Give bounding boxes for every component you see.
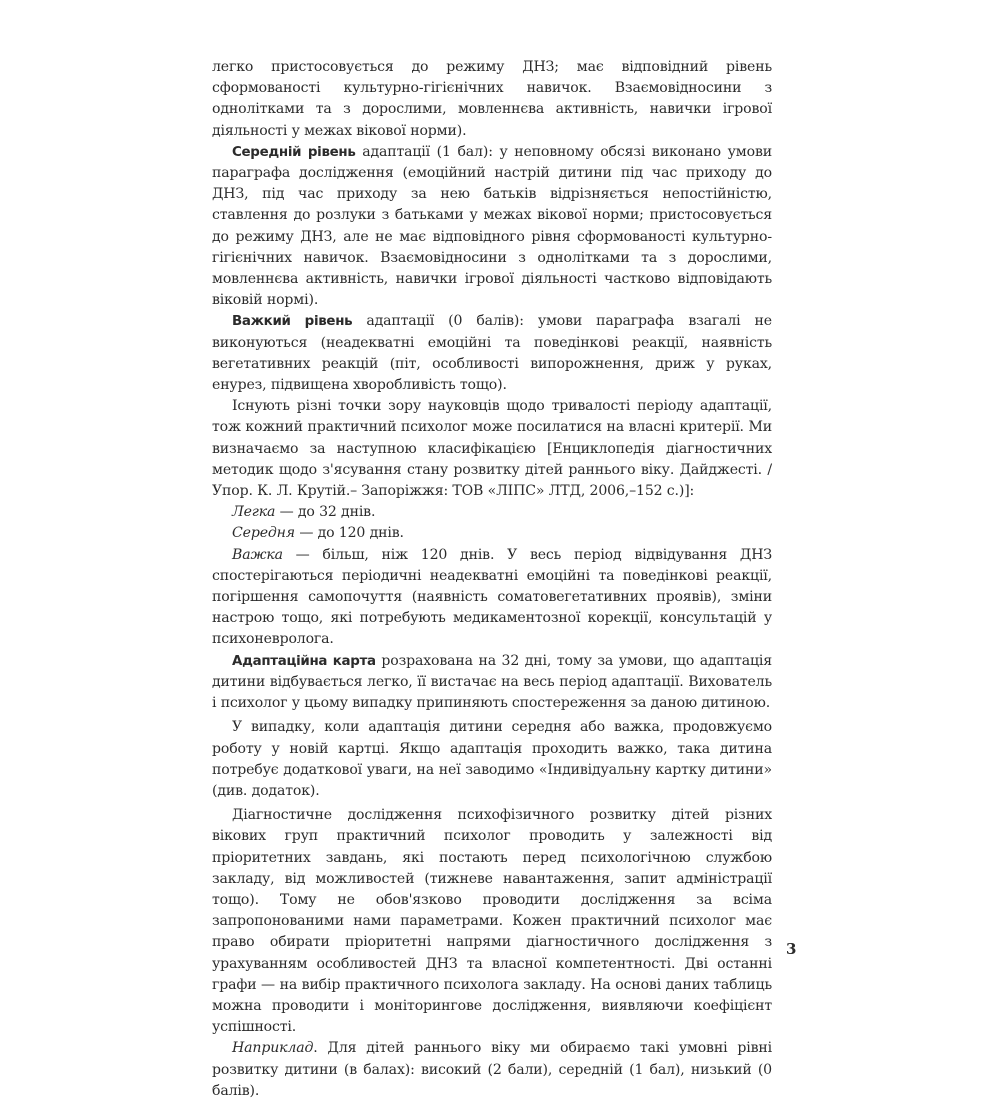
paragraph-text: розрахована на 32 дні, тому за умови, що адаптація дитини відбувається легко, її вистачає на весь період адаптації. Вихователь і психолог у цьому випадку припиняють спостереження за даною дитиною. [212, 652, 772, 712]
paragraph-text: — до 32 днів. [275, 504, 376, 521]
paragraph [212, 311, 772, 396]
paragraph [212, 1038, 772, 1102]
paragraph-text: . Для дітей раннього віку ми обираємо такі умовні рівні розвитку дитини (в балах): високий (2 бали), середній (1 бал), низький (0 балів). [212, 1040, 772, 1099]
paragraph [212, 523, 772, 544]
paragraph [212, 651, 772, 715]
bold-term: Важкий рівень [232, 314, 353, 330]
paragraph-text: адаптації (1 бал): у неповному обсязі виконано умови параграфа дослідження (емоційний настрій дитини під час приходу до ДНЗ, під час приходу за нею батьків відрізняється непостійністю, ставлення до розлуки з батьками у межах вікової норми; пристосовується до режиму ДНЗ, але не має відповідного рівня сформованості культурно-гігієнічних навичок. Взаємовідносини з однолітками та з дорослими, мовленнєва активність, навички ігрової діяльності частково відповідають віковій нормі). [212, 143, 772, 309]
bold-term: Середній рівень [232, 144, 356, 160]
italic-term: Важка [232, 546, 283, 563]
paragraph [212, 57, 772, 142]
bold-term: Адаптаційна карта [232, 653, 376, 669]
page-number: 3 [786, 940, 797, 958]
body-text [212, 57, 772, 1102]
italic-term: Легка [232, 504, 276, 521]
paragraph-text: Існують різні точки зору науковців щодо тривалості періоду адаптації, тож кожний практичний психолог може посилатися на власні критерії. Ми визначаємо за наступною класифікацією [Енциклопедія діагностичних методик щодо з'ясування стану розвитку дітей раннього віку. Дайджесті. / Упор. К. Л. Крутій.– Запоріжжя: ТОВ «ЛІПС» ЛТД, 2006,–152 с.)]: [212, 398, 772, 500]
paragraph [212, 502, 772, 523]
italic-term: Наприклад [232, 1040, 314, 1057]
paragraph [212, 545, 772, 651]
paragraph [212, 142, 772, 312]
paragraph-text: легко пристосовується до режиму ДНЗ; має відповідний рівень сформованості культурно-гігієнічних навичок. Взаємовідносини з однолітками та з дорослими, мовленнєва активність, навички ігрової діяльності у межах вікової норми). [212, 59, 772, 139]
paragraph-text: — до 120 днів. [295, 525, 404, 542]
paragraph [212, 805, 772, 1038]
paragraph-text: адаптації (0 балів): умови параграфа взагалі не виконуються (неадекватні емоційні та поведінкові реакції, наявність вегетативних реакцій (піт, особливості випорожнення, дриж у руках, енурез, підвищена хворобливість тощо). [212, 313, 772, 394]
paragraph-text: У випадку, коли адаптація дитини середня або важка, продовжуємо роботу у новій картці. Якщо адаптація проходить важко, така дитина потребує додаткової уваги, на неї заводимо «Індивідуальну картку дитини» (див. додаток). [212, 719, 772, 799]
paragraph-text: — більш, ніж 120 днів. У весь період відвідування ДНЗ спостерігаються періодичні неадекватні емоційні та поведінкові реакції, погіршення самопочуття (наявність соматовегетативних проявів), зміни настрою тощо, які потребують медикаментозної корекції, консультацій у психоневролога. [212, 546, 772, 648]
paragraph [212, 717, 772, 802]
paragraph [212, 396, 772, 502]
italic-term: Середня [232, 525, 295, 542]
paragraph-text: Діагностичне дослідження психофізичного розвитку дітей різних вікових груп практичний психолог проводить у залежності від пріоритетних завдань, які постають перед психологічною службою закладу, від можливостей (тижневе навантаження, запит адміністрації тощо). Тому не обов'язково проводити дослідження за всіма запропонованими нами параметрами. Кожен практичний психолог має право обирати пріоритетні напрями діагностичного дослідження з урахуванням особливостей ДНЗ та власної компетентності. Дві останні графи — на вибір практичного психолога закладу. На основі даних таблиць можна проводити і моніторингове дослідження, виявляючи коефіцієнт успішності. [212, 807, 772, 1036]
